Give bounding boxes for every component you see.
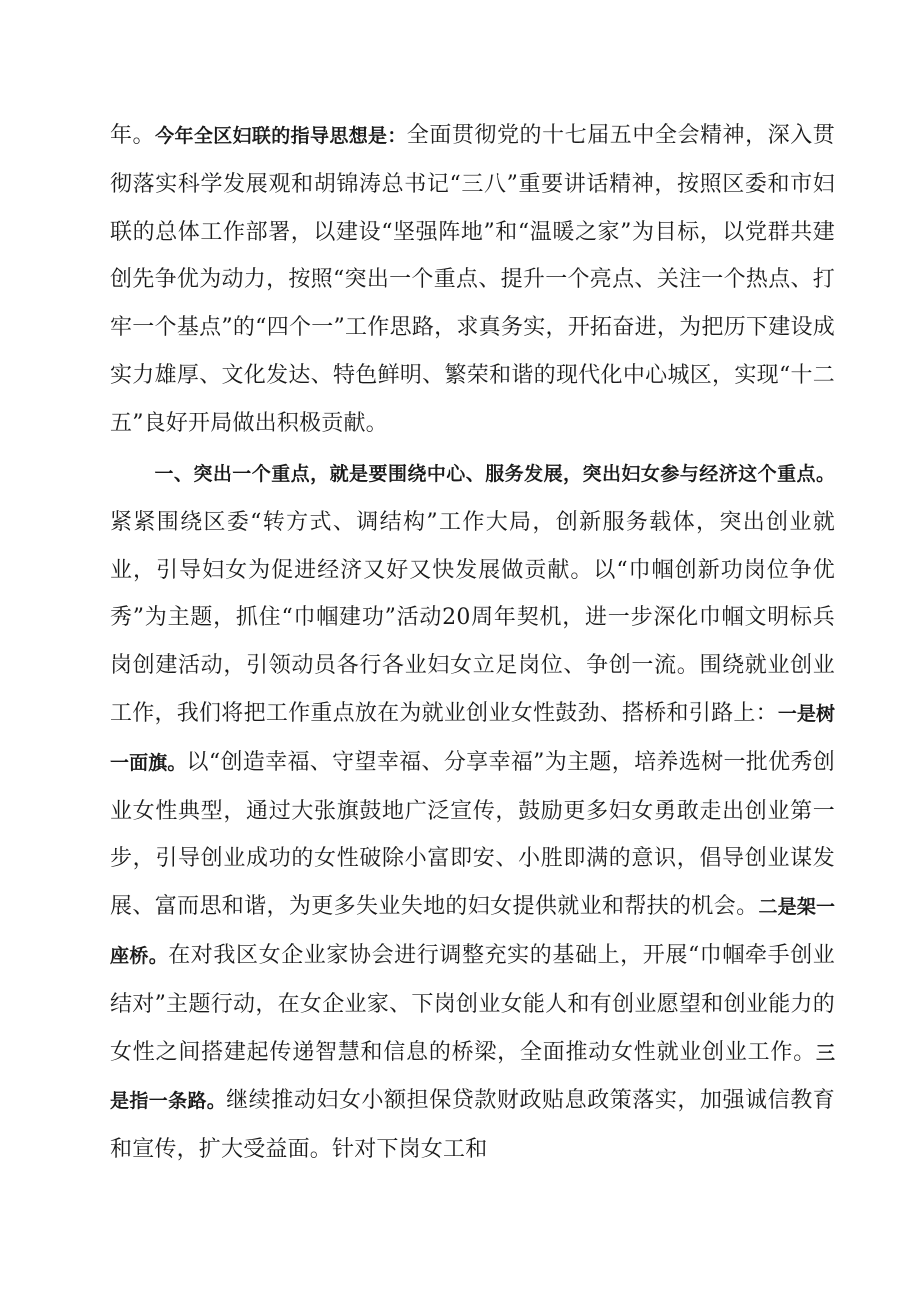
paragraph-lead: 年。 [110, 123, 156, 148]
paragraph-key-focus [110, 450, 835, 1174]
point-two-body: 在对我区女企业家协会进行调整充实的基础上，开展“巾帼牵手创业结对”主题行动，在女企业家、下岗创业女能人和有创业愿望和创业能力的女性之间搭建起传递智慧和信息的桥梁，全面推动女性就业创业工作。 [110, 942, 835, 1065]
point-three-body: 继续推动妇女小额担保贷款财政贴息政策落实，加强诚信教育和宣传，扩大受益面。针对下岗女工和 [110, 1088, 835, 1163]
point-one-title: 一是树一面旗。 [110, 702, 835, 774]
point-three-title: 三是指一条路。 [110, 1041, 835, 1113]
paragraph-guiding-thought [110, 112, 835, 448]
section-body: 紧紧围绕区委“转方式、调结构”工作大局，创新服务载体，突出创业就业，引导妇女为促进经济又好又快发展做贡献。以“巾帼创新功岗位争优秀”为主题，抓住“巾帼建功”活动20周年契机，进一步深化巾帼文明标兵岗创建活动，引领动员各行各业妇女立足岗位、争创一流。围绕就业创业工作，我们将把工作重点放在为就业创业女性鼓劲、搭桥和引路上： [110, 509, 835, 726]
point-two-title: 二是架一座桥。 [110, 896, 835, 967]
guiding-thought-label: 今年全区妇联的指导思想是： [155, 125, 407, 147]
guiding-thought-body: 全面贯彻党的十七届五中全会精神，深入贯彻落实科学发展观和胡锦涛总书记“三八”重要讲话精神，按照区委和市妇联的总体工作部署，以建设“坚强阵地”和“温暖之家”为目标，以党群共建创先争优为动力，按照“突出一个重点、提升一个亮点、关注一个热点、打牢一个基点”的“四个一”工作思路，求真务实，开拓奋进，为把历下建设成实力雄厚、文化发达、特色鲜明、繁荣和谐的现代化中心城区，实现“十二五”良好开局做出积极贡献。 [110, 123, 835, 436]
point-one-body: 以“创造幸福、守望幸福、分享幸福”为主题，培养选树一批优秀创业女性典型，通过大张旗鼓地广泛宣传，鼓励更多妇女勇敢走出创业第一步，引导创业成功的女性破除小富即安、小胜即满的意识，倡导创业谋发展、富而思和谐，为更多失业失地的妇女提供就业和帮扶的机会。 [110, 749, 835, 920]
section-heading: 一、突出一个重点，就是要围绕中心、服务发展，突出妇女参与经济这个重点。 [154, 463, 835, 485]
